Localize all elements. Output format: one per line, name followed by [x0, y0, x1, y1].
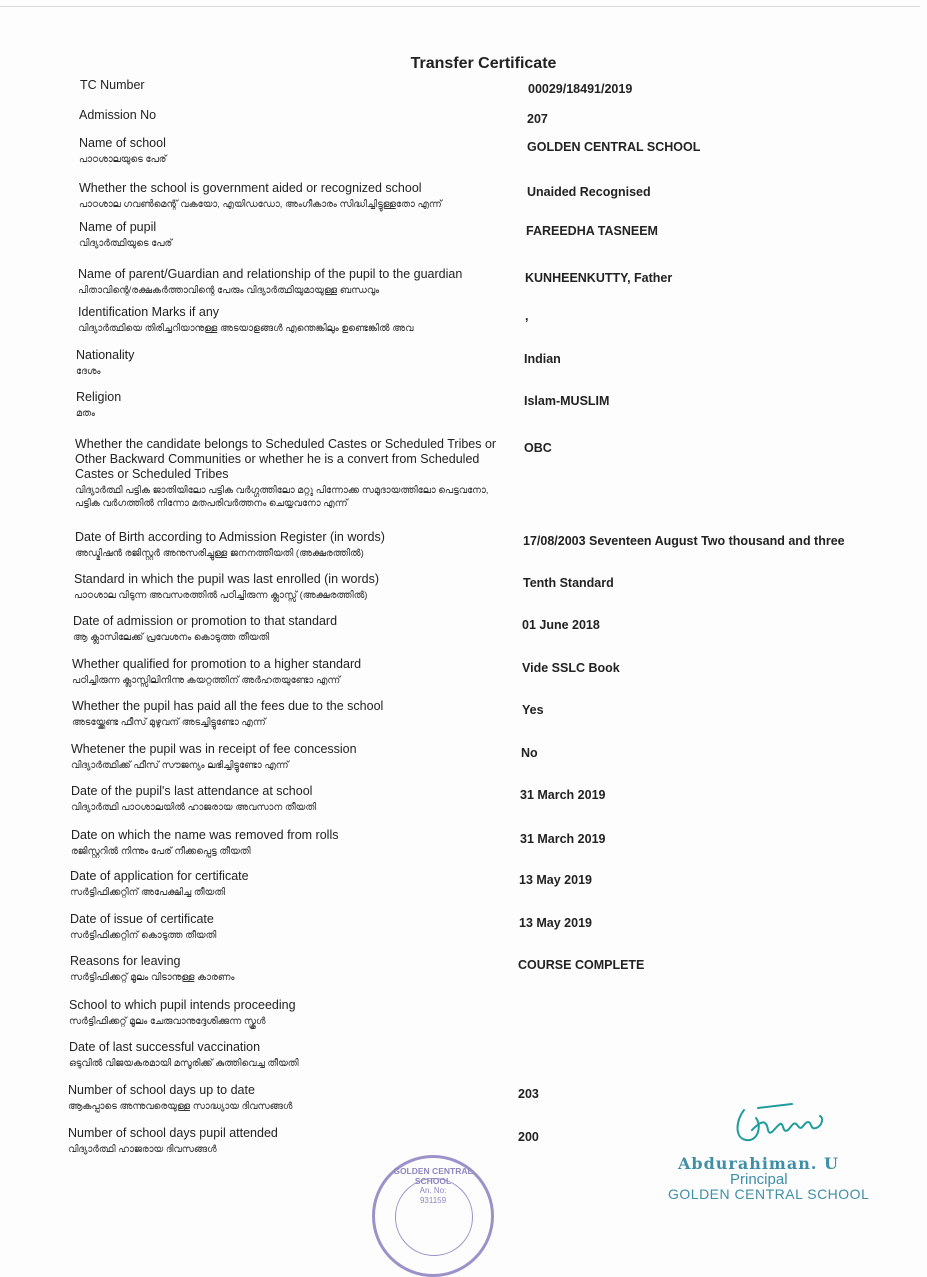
field-label-english: Date of application for certificate [70, 869, 249, 883]
principal-name: Abdurahiman. U [678, 1154, 839, 1173]
field-value: Indian [524, 352, 561, 366]
field-label [69, 998, 499, 1028]
field-label [79, 136, 509, 166]
field-value: 00029/18491/2019 [528, 82, 633, 96]
field-label-malayalam: രജിസ്റ്ററില്‍ നിന്നും പേര് നീക്കപ്പെട്ട തീയതി [71, 846, 251, 857]
principal-school: GOLDEN CENTRAL SCHOOL [668, 1186, 870, 1202]
field-label [68, 1083, 498, 1113]
field-value: FAREEDHA TASNEEM [526, 224, 658, 238]
field-label-english: Reasons for leaving [70, 954, 181, 968]
field-label [78, 305, 508, 335]
field-label [72, 699, 502, 729]
field-label-malayalam: സര്‍ട്ടിഫിക്കറ്റ് മൂലം വിടാനുള്ള കാരണം [70, 972, 235, 983]
field-value: Tenth Standard [523, 576, 614, 590]
field-label-malayalam: ദേശം [76, 366, 101, 377]
field-label [71, 784, 501, 814]
field-label-malayalam: ആകപ്പാടെ അന്നുവരെയുള്ള സാദ്ധ്യായ ദിവസങ്ങള്‍ [68, 1101, 293, 1112]
field-label [79, 181, 509, 211]
field-label-malayalam: വിദ്യാര്‍ത്ഥിയുടെ പേര് [79, 238, 173, 249]
field-label [72, 657, 502, 687]
field-value: 31 March 2019 [520, 832, 606, 846]
field-value: Islam-MUSLIM [524, 394, 610, 408]
field-label [75, 530, 505, 560]
field-label-english: Name of parent/Guardian and relationship of the pupil to the guardian [78, 267, 463, 281]
field-label-english: Number of school days up to date [68, 1083, 255, 1097]
field-label-english: Date of admission or promotion to that standard [73, 614, 338, 628]
field-value: Unaided Recognised [527, 185, 651, 199]
field-label-english: Whether the pupil has paid all the fees due to the school [72, 699, 384, 713]
field-label-english: TC Number [80, 78, 145, 92]
school-seal [372, 1155, 494, 1277]
field-label-malayalam: പഠിച്ചിരുന്ന ക്ലാസ്സിലിനിന്നു കയറ്റത്തിന് അര്‍ഹതയുണ്ടോ എന്ന് [72, 675, 341, 686]
field-value: 31 March 2019 [520, 788, 606, 802]
field-label-english: Identification Marks if any [78, 305, 220, 319]
field-value: GOLDEN CENTRAL SCHOOL [527, 140, 701, 154]
seal-an-value: 931159 [419, 1196, 447, 1205]
field-label-malayalam: വിദ്യാര്‍ത്ഥി പട്ടിക ജാതിയിലോ പട്ടിക വര്‍ഗ്ഗത്തിലോ മറ്റു പിന്നോക്ക സമുദായത്തിലോ പെട്ടവനോ, പട്ടിക വര്‍ഗത്തില്‍ നിന്നോ മതപരിവര്‍ത്തനം ചെയ്യവനോ എന്ന് [75, 485, 489, 509]
field-label-malayalam: വിദ്യാര്‍ത്ഥിക്ക് ഫീസ് സൗജന്യം ലഭിച്ചിട്ടുണ്ടോ എന്ന് [71, 760, 289, 771]
field-label-english: Name of school [79, 136, 166, 150]
field-label-malayalam: പാഠശാലയുടെ പേര് [79, 154, 167, 165]
field-label [76, 390, 506, 420]
field-value: 200 [518, 1130, 539, 1144]
field-label-malayalam: ആ ക്ലാസിലേക്ക് പ്രവേശനം കൊടുത്ത തീയതി [73, 632, 270, 643]
field-label [76, 348, 506, 378]
field-label-malayalam: സര്‍ട്ടിഫിക്കറ്റിന് കൊടുത്ത തീയതി [70, 930, 217, 941]
field-label [70, 869, 500, 899]
field-label-malayalam: ഒടുവില്‍ വിജയകരമായി മസൂരിക്ക് കുത്തിവെച്ച തീയതി [69, 1058, 299, 1069]
seal-an-label: An. No: [419, 1186, 447, 1195]
field-label-malayalam: പാഠശാല വിടുന്ന അവസരത്തില്‍ പഠിച്ചിരുന്ന ക്ലാസ്സ് (അക്ഷരത്തില്‍) [74, 590, 368, 601]
field-value: 01 June 2018 [522, 618, 600, 632]
field-label-english: Whether the school is government aided or recognized school [79, 181, 422, 195]
field-label-english: Admission No [79, 108, 157, 122]
seal-school-name: GOLDEN CENTRAL SCHOOL [393, 1166, 473, 1186]
field-label-english: Date on which the name was removed from rolls [71, 828, 339, 842]
field-label-english: Whether the candidate belongs to Scheduled Castes or Scheduled Tribes or Other Backward Communities or whether he is a convert from Scheduled Castes or Scheduled Tribes [75, 437, 497, 481]
field-label-english: Date of last successful vaccination [69, 1040, 261, 1054]
field-value: 207 [527, 112, 548, 126]
field-label [71, 828, 501, 858]
field-label [75, 437, 505, 510]
field-value: KUNHEENKUTTY, Father [525, 271, 673, 285]
field-label [80, 78, 510, 93]
field-label-english: Date of issue of certificate [70, 912, 214, 926]
field-label-english: Standard in which the pupil was last enrolled (in words) [74, 572, 380, 586]
principal-signature-icon [732, 1100, 832, 1150]
field-label [70, 912, 500, 942]
field-label [71, 742, 501, 772]
field-value: Yes [522, 703, 544, 717]
page-top-edge [0, 6, 920, 7]
field-label-malayalam: മതം [76, 408, 96, 419]
field-label-english: Whetener the pupil was in receipt of fee concession [71, 742, 357, 756]
field-label-english: Date of the pupil's last attendance at school [71, 784, 313, 798]
field-label-malayalam: അഡ്മിഷന്‍ രജിസ്റ്റര്‍ അനുസരിച്ചുള്ള ജനനത്തീയതി (അക്ഷരത്തില്‍) [75, 548, 364, 559]
field-value: 13 May 2019 [519, 873, 592, 887]
field-value: 17/08/2003 Seventeen August Two thousand and three [523, 534, 845, 548]
field-label [74, 572, 504, 602]
field-label-english: Nationality [76, 348, 135, 362]
field-label [73, 614, 503, 644]
field-label [78, 267, 508, 297]
field-label-english: Date of Birth according to Admission Register (in words) [75, 530, 385, 544]
field-value: OBC [524, 441, 552, 455]
field-label-english: Name of pupil [79, 220, 157, 234]
seal-admission-number [375, 1186, 491, 1206]
field-value: 203 [518, 1087, 539, 1101]
field-value: , [525, 309, 529, 323]
principal-title: Principal [730, 1171, 788, 1188]
field-label-malayalam: പാഠശാല ഗവണ്‍മെന്റ് വകയോ, എയിഡഡോ, അംഗീകാരം സിദ്ധിച്ചിട്ടുള്ളതോ എന്ന് [79, 199, 442, 210]
field-label-malayalam: സര്‍ട്ടിഫിക്കറ്റിന് അപേക്ഷിച്ച തീയതി [70, 887, 226, 898]
field-value: 13 May 2019 [519, 916, 592, 930]
field-label [69, 1040, 499, 1070]
field-label-malayalam: സര്‍ട്ടിഫിക്കറ്റ് മൂലം ചേരുവാനുദ്ദേശിക്കുന്ന സ്കൂള്‍ [69, 1016, 266, 1027]
field-label-english: Religion [76, 390, 122, 404]
field-label-english: Number of school days pupil attended [68, 1126, 278, 1140]
field-label-malayalam: വിദ്യാര്‍ത്ഥി പാഠശാലയില്‍ ഹാജരായ അവസാന തീയതി [71, 802, 317, 813]
field-label-english: Whether qualified for promotion to a higher standard [72, 657, 362, 671]
field-label-english: School to which pupil intends proceeding [69, 998, 296, 1012]
field-value: Vide SSLC Book [522, 661, 620, 675]
field-label [70, 954, 500, 984]
field-label [68, 1126, 498, 1156]
field-label [79, 108, 509, 123]
field-label-malayalam: പിതാവിന്റെ/രക്ഷകര്‍ത്താവിന്റെ പേരും വിദ്യാര്‍ത്ഥിയുമായുള്ള ബന്ധവും [78, 285, 380, 296]
field-value: COURSE COMPLETE [518, 958, 645, 972]
field-label [79, 220, 509, 250]
field-label-malayalam: വിദ്യാര്‍ത്ഥിയെ തിരിച്ചറിയാനുള്ള അടയാളങ്ങള്‍ എന്തെങ്കിലും ഉണ്ടെങ്കില്‍ അവ [78, 323, 414, 334]
field-label-malayalam: വിദ്യാര്‍ത്ഥി ഹാജരായ ദിവസങ്ങള്‍ [68, 1144, 217, 1155]
field-value: No [521, 746, 538, 760]
field-label-malayalam: അടയ്ക്കേണ്ട ഫീസ് മുഴുവന് അടച്ചിട്ടുണ്ടോ എന്ന് [72, 717, 266, 728]
document-title: Transfer Certificate [410, 55, 557, 72]
